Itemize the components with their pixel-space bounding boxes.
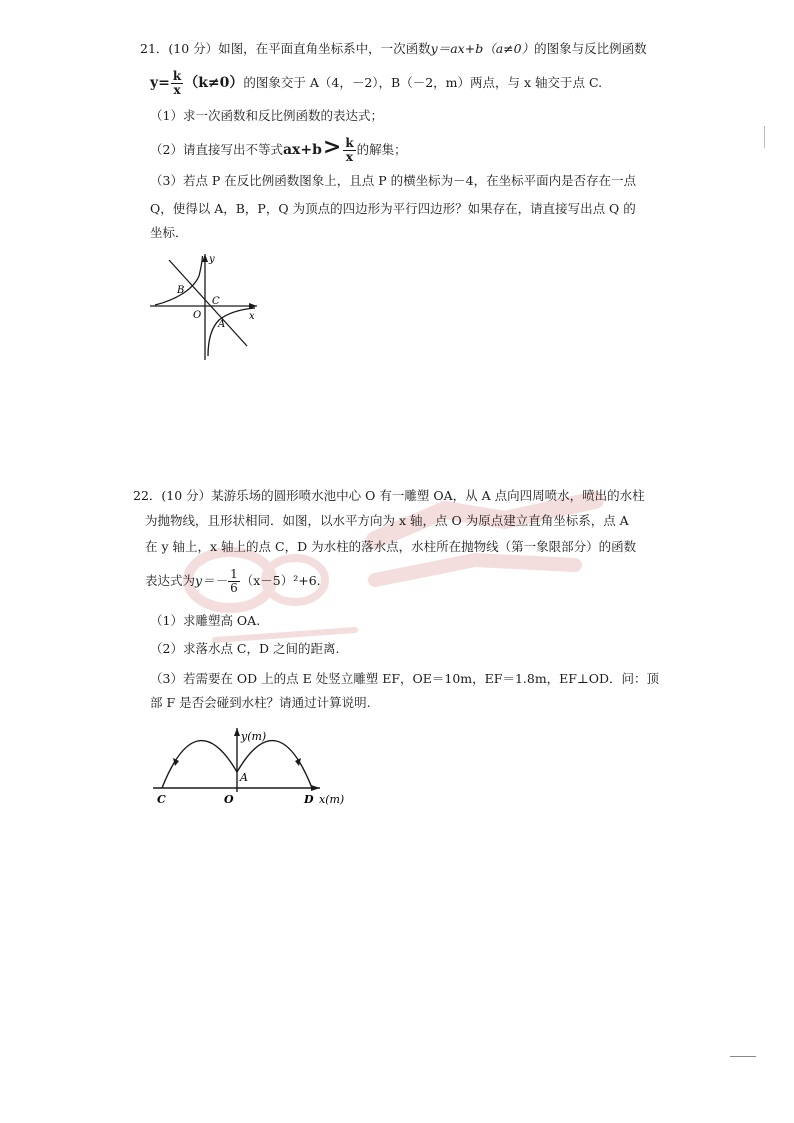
- q21-linear-line: [169, 260, 247, 346]
- q22-fig-label-O: O: [224, 793, 234, 806]
- q22-function-prefix: y＝－: [195, 573, 228, 588]
- q21-part-3-line-3: 坐标．: [150, 225, 188, 240]
- q21-frac-num: k: [172, 69, 182, 83]
- q21-p2-b: 的解集；: [356, 142, 407, 157]
- q21-fig-label-C: C: [212, 296, 220, 307]
- q22-line-1: 22．(10 分）某游乐场的圆形喷水池中心 O 有一雕塑 OA，从 A 点向四周喷水，喷出的水柱: [133, 488, 645, 503]
- q21-linear-function: y＝ax+b（a≠0）: [430, 41, 535, 56]
- q21-hyperbola-left: [155, 256, 203, 305]
- q21-part-3-line-1: （3）若点 P 在反比例函数图象上，且点 P 的横坐标为－4，在坐标平面内是否存在一点: [150, 173, 637, 188]
- q21-part-2: [150, 132, 407, 165]
- q21-p2-fraction: [343, 137, 355, 164]
- q21-p2-inequality: ax+b: [282, 142, 322, 158]
- q22-part-3-line-2: 部 F 是否会碰到水柱？请通过计算说明.: [150, 695, 371, 710]
- q22-line-2: 为抛物线，且形状相同．如图，以水平方向为 x 轴，点 O 为原点建立直角坐标系，点 A: [145, 513, 629, 528]
- q22-l4-b: （x－5）²+6.: [240, 573, 321, 588]
- q21-frac-den: x: [173, 83, 181, 97]
- q21-figure: [145, 248, 270, 366]
- q21-part-1: （1）求一次函数和反比例函数的表达式；: [150, 108, 383, 123]
- q22-y-arrow: [234, 728, 240, 736]
- q21-stem-a: 21．(10 分）如图，在平面直角坐标系中，一次函数: [140, 41, 431, 56]
- q21-fig-label-y: y: [209, 254, 215, 265]
- q21-fig-label-O: O: [193, 310, 202, 321]
- q21-fraction: [171, 70, 183, 97]
- q22-parabola-left: [162, 741, 237, 788]
- q21-fig-label-B: B: [177, 285, 185, 296]
- q22-fig-label-D: D: [304, 793, 314, 806]
- q21-part-3-line-2: Q，使得以 A，B，P，Q 为顶点的四边形为平行四边形？如果存在，请直接写出点 Q 的: [150, 201, 636, 216]
- q22-l4-a: 表达式为: [145, 573, 196, 588]
- q22-line-4: [145, 564, 321, 598]
- q22-fig-label-C: C: [157, 793, 166, 806]
- q21-p2-greater-than: >: [322, 134, 342, 160]
- q21-stem-c: 的图象交于 A（4，－2），B（－2，m）两点，与 x 轴交于点 C.: [243, 75, 603, 90]
- q21-p2-frac-num: k: [345, 136, 354, 150]
- scan-mark-bottom: [730, 1056, 756, 1057]
- q22-x-arrow: [311, 785, 320, 791]
- q21-fig-label-x: x: [249, 311, 255, 322]
- q22-frac-den: 6: [230, 581, 238, 595]
- q22-frac-num: 1: [230, 567, 238, 581]
- q22-fig-label-A: A: [240, 771, 248, 784]
- q21-hyperbola-right: [208, 308, 255, 356]
- q22-part-1: （1）求雕塑高 OA.: [150, 613, 261, 628]
- q22-fig-label-x: x(m): [319, 793, 345, 806]
- scan-mark-right: [764, 126, 765, 148]
- q22-line-3: 在 y 轴上，x 轴上的点 C，D 为水柱的落水点，水柱所在抛物线（第一象限部分）的函数: [145, 539, 637, 554]
- q22-part-2: （2）求落水点 C，D 之间的距离.: [150, 641, 340, 656]
- q21-fig-label-A: A: [218, 319, 226, 330]
- q21-y-eq: y=: [150, 75, 170, 91]
- q22-parabola-right: [237, 741, 312, 788]
- q21-stem-line-1: [140, 40, 647, 58]
- q21-k-condition: （k≠0）: [184, 75, 244, 91]
- q21-p2-a: （2）请直接写出不等式: [150, 142, 283, 157]
- q22-fraction: [228, 568, 240, 595]
- q21-stem-line-2: [150, 68, 602, 98]
- q22-fig-label-y: y(m): [241, 730, 267, 743]
- q21-p2-frac-den: x: [345, 150, 354, 164]
- q22-figure: [148, 722, 358, 810]
- q22-part-3-line-1: （3）若需要在 OD 上的点 E 处竖立雕塑 EF，OE＝10m，EF＝1.8m，EF⊥OD．问：顶: [150, 671, 659, 686]
- q21-stem-b: 的图象与反比例函数: [534, 41, 647, 56]
